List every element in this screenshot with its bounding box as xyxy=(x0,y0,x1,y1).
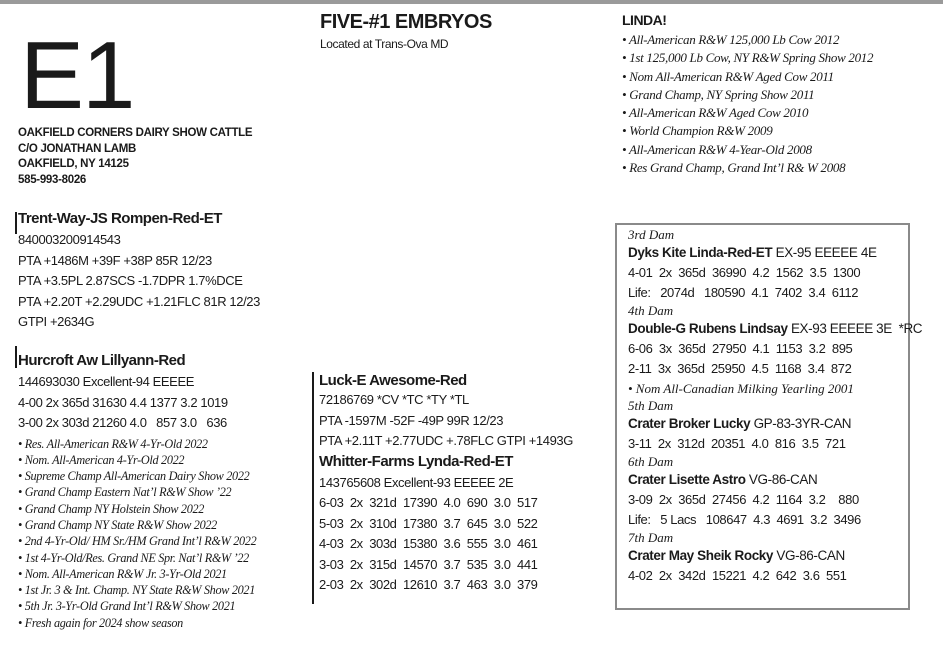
sixth-dam-name xyxy=(628,470,922,490)
seventh-dam-record: 4-02 2x 342d 15221 4.2 642 3.6 551 xyxy=(628,568,847,583)
sire-line: PTA +1486M +39F +38P 85R 12/23 xyxy=(18,252,212,268)
fifth-dam-class: GP-83-3YR-CAN xyxy=(753,416,852,431)
granddam-record: 3-03 2x 315d 14570 3.7 535 3.0 441 xyxy=(319,556,538,572)
dam-name: Hurcroft Aw Lillyann-Red xyxy=(18,352,186,369)
dam-honor: • 5th Jr. 3-Yr-Old Grand Int’l R&W Show 2021 xyxy=(18,599,236,614)
lot-number: E1 xyxy=(20,22,134,129)
fourth-dam-record: 2-11 3x 365d 25950 4.5 1168 3.4 872 xyxy=(628,361,852,376)
sire-line: PTA +3.5PL 2.87SCS -1.7DPR 1.7%DCE xyxy=(18,273,243,288)
top-rule xyxy=(0,0,943,4)
fifth-dam-name-text: Crater Broker Lucky xyxy=(628,416,751,431)
third-dam-name xyxy=(628,243,922,263)
linda-heading: LINDA! xyxy=(622,12,667,28)
grandsire-name: Luck-E Awesome-Red xyxy=(319,372,467,389)
fourth-dam-name-text: Double-G Rubens Lindsay xyxy=(628,321,788,336)
fourth-dam-record: 6-06 3x 365d 27950 4.1 1153 3.2 895 xyxy=(628,341,853,356)
third-dam-record: 4-01 2x 365d 36990 4.2 1562 3.5 1300 xyxy=(628,265,861,280)
dams-list xyxy=(628,227,922,586)
sire-marker xyxy=(15,212,17,234)
linda-honor: • All-American R&W 4-Year-Old 2008 xyxy=(622,141,812,157)
fifth-dam-record: 3-11 2x 312d 20351 4.0 816 3.5 721 xyxy=(628,436,846,451)
linda-honor: • Grand Champ, NY Spring Show 2011 xyxy=(622,86,815,102)
granddam-record: 4-03 2x 303d 15380 3.6 555 3.0 461 xyxy=(319,536,538,551)
maternal-bracket xyxy=(312,372,314,604)
sire-section xyxy=(18,210,260,333)
sire-line: 840003200914543 xyxy=(18,232,121,247)
dam-honor: • 1st 4-Yr-Old/Res. Grand NE Spr. Nat’l R&W ’22 xyxy=(18,550,249,565)
dam-section xyxy=(18,352,256,631)
third-dam-class: EX-95 EEEEE 4E xyxy=(775,245,877,260)
linda-section xyxy=(622,12,873,177)
third-dam-lifetime: Life: 2074d 180590 4.1 7402 3.4 6112 xyxy=(628,285,859,300)
sire-name: Trent-Way-JS Rompen-Red-ET xyxy=(18,210,222,227)
fourth-dam-class: EX-93 EEEEE 3E *RC xyxy=(790,321,923,336)
sixth-dam-name-text: Crater Lisette Astro xyxy=(628,472,746,487)
dam-line: 144693030 Excellent-94 EEEEE xyxy=(18,374,194,389)
consignor-phone: 585-993-8026 xyxy=(18,173,87,186)
maternal-section xyxy=(319,372,573,596)
fourth-dam-label: 4th Dam xyxy=(628,303,674,318)
seventh-dam-label: 7th Dam xyxy=(628,530,674,545)
granddam-line: 143765608 Excellent-93 EEEEE 2E xyxy=(319,474,514,490)
sixth-dam-record: 3-09 2x 365d 27456 4.2 1164 3.2 880 xyxy=(628,492,859,507)
dam-honor: • Fresh again for 2024 show season xyxy=(18,615,183,630)
granddam-record: 5-03 2x 310d 17380 3.7 645 3.0 522 xyxy=(319,515,538,531)
dam-honor: • Grand Champ Eastern Nat’l R&W Show ’22 xyxy=(18,485,232,500)
sire-line: GTPI +2634G xyxy=(18,314,95,329)
page-title: FIVE-#1 EMBRYOS xyxy=(320,11,492,33)
linda-honor: • World Champion R&W 2009 xyxy=(622,123,773,139)
dam-honor: • 2nd 4-Yr-Old/ HM Sr./HM Grand Int’l R&W 2022 xyxy=(18,534,257,549)
consignor-contact: C/O JONATHAN LAMB xyxy=(18,142,136,155)
fourth-dam-name xyxy=(628,319,922,339)
sire-line: PTA +2.20T +2.29UDC +1.21FLC 81R 12/23 xyxy=(18,293,260,309)
dam-line: 3-00 2x 303d 21260 4.0 857 3.0 636 xyxy=(18,415,227,430)
seventh-dam-name xyxy=(628,546,922,566)
linda-honor: • Res Grand Champ, Grand Int’l R& W 2008 xyxy=(622,160,846,176)
granddam-name: Whitter-Farms Lynda-Red-ET xyxy=(319,452,513,470)
consignor-address xyxy=(18,126,252,188)
grandsire-line: PTA +2.11T +2.77UDC +.78FLC GTPI +1493G xyxy=(319,433,573,448)
dams-box xyxy=(615,223,923,610)
granddam-record: 6-03 2x 321d 17390 4.0 690 3.0 517 xyxy=(319,495,538,510)
seventh-dam-name-text: Crater May Sheik Rocky xyxy=(628,548,774,563)
granddam-record: 2-03 2x 302d 12610 3.7 463 3.0 379 xyxy=(319,577,538,592)
fifth-dam-name xyxy=(628,414,922,434)
sixth-dam-class: VG-86-CAN xyxy=(748,472,818,487)
grandsire-line: PTA -1597M -52F -49P 99R 12/23 xyxy=(319,412,504,428)
dam-honor: • Nom. All-American 4-Yr-Old 2022 xyxy=(18,452,185,467)
linda-honor: • All-American R&W 125,000 Lb Cow 2012 xyxy=(622,32,840,47)
fifth-dam-label: 5th Dam xyxy=(628,398,674,413)
dam-honor: • Supreme Champ All-American Dairy Show 2022 xyxy=(18,469,250,484)
third-dam-name-text: Dyks Kite Linda-Red-ET xyxy=(628,245,773,260)
dam-line: 4-00 2x 365d 31630 4.4 1377 3.2 1019 xyxy=(18,394,228,410)
fourth-dam-honor: • Nom All-Canadian Milking Yearling 2001 xyxy=(628,381,854,396)
third-dam-label: 3rd Dam xyxy=(628,227,675,242)
dam-marker xyxy=(15,346,17,368)
seventh-dam-class: VG-86-CAN xyxy=(776,548,845,563)
dam-honor: • Nom. All-American R&W Jr. 3-Yr-Old 2021 xyxy=(18,566,227,581)
sixth-dam-label: 6th Dam xyxy=(628,454,674,469)
dam-honor: • Grand Champ NY Holstein Show 2022 xyxy=(18,501,205,516)
location-note: Located at Trans-Ova MD xyxy=(320,37,449,51)
linda-honor: • All-American R&W Aged Cow 2010 xyxy=(622,105,809,121)
consignor-name: OAKFIELD CORNERS DAIRY SHOW CATTLE xyxy=(18,127,253,139)
dam-honors xyxy=(18,436,256,632)
dam-honor: • Grand Champ NY State R&W Show 2022 xyxy=(18,517,217,532)
linda-honor: • Nom All-American R&W Aged Cow 2011 xyxy=(622,68,834,84)
linda-honor: • 1st 125,000 Lb Cow, NY R&W Spring Show 2012 xyxy=(622,50,874,66)
consignor-city: OAKFIELD, NY 14125 xyxy=(18,158,129,170)
grandsire-line: 72186769 *CV *TC *TY *TL xyxy=(319,392,469,407)
dam-honor: • 1st Jr. 3 & Int. Champ. NY State R&W Show 2021 xyxy=(18,583,256,598)
sixth-dam-lifetime: Life: 5 Lacs 108647 4.3 4691 3.2 3496 xyxy=(628,512,861,527)
dam-honor: • Res. All-American R&W 4-Yr-Old 2022 xyxy=(18,436,208,451)
sire-details xyxy=(18,230,260,333)
dam-records xyxy=(18,372,256,434)
